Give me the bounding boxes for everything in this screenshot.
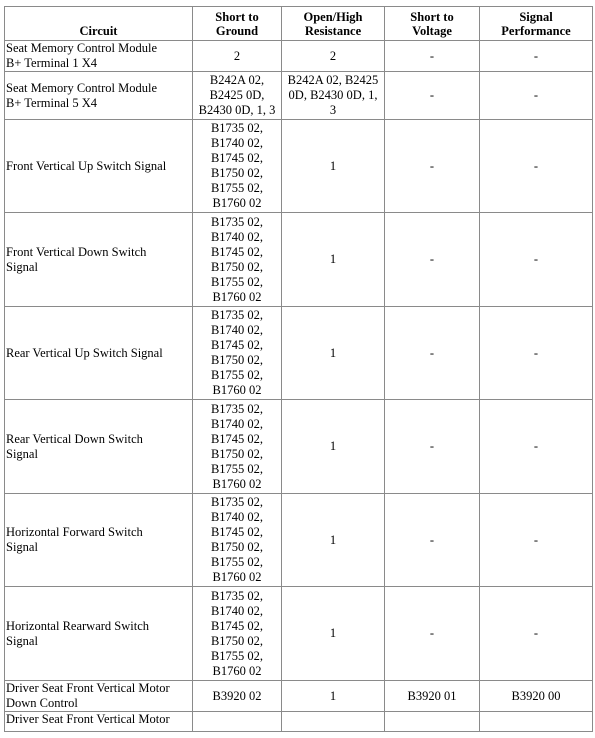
cell-open-high-resistance [282,400,385,494]
header-circuit: Circuit [5,7,193,41]
table-row [5,494,593,587]
cell-line: B242A 02, B2425 [287,73,379,87]
cell-open-high-resistance [282,307,385,400]
cell-circuit [5,712,193,732]
cell-circuit [5,587,193,681]
cell-short-to-ground [193,587,282,681]
cell-line: B1735 02, [210,308,264,322]
cell-open-high-resistance [282,120,385,213]
table-row [5,41,593,72]
cell-value: B3920 00 [511,688,561,703]
table-row [5,681,593,712]
cell-line: B1735 02, [210,588,264,603]
cell-short-to-ground [193,400,282,494]
cell-line: B1755 02, [210,555,264,569]
cell-short-to-voltage [385,494,480,587]
cell-line: Driver Seat Front Vertical Motor [6,712,170,726]
cell-line: Signal [6,540,38,554]
cell-line: B1745 02, [210,244,264,259]
table-body [5,41,593,732]
cell-line: B1740 02, [210,416,264,431]
cell-line: B1750 02, [210,633,264,648]
cell-line: B1745 02, [210,525,264,539]
cell-line: B242A 02, [209,73,265,87]
cell-open-high-resistance [282,213,385,307]
cell-line: B+ Terminal 1 X4 [6,56,98,70]
cell-circuit [5,400,193,494]
cell-line: B1745 02, [210,151,264,165]
cell-circuit [5,681,193,712]
cell-line: B1750 02, [210,259,264,274]
cell-line: B1755 02, [210,368,264,382]
cell-value: - [533,48,539,63]
cell-value: - [429,345,435,360]
cell-line: Horizontal Rearward Switch [6,618,150,633]
cell-short-to-voltage [385,712,480,732]
cell-short-to-ground [193,307,282,400]
cell-short-to-voltage [385,307,480,400]
cell-line: B2430 0D, 1, 3 [198,103,276,117]
document-page [4,6,593,732]
table-row [5,712,593,732]
cell-signal-performance [480,587,593,681]
cell-line: Down Control [6,696,78,710]
cell-open-high-resistance [282,587,385,681]
cell-line: B1740 02, [210,510,264,524]
cell-line: B1735 02, [210,121,264,135]
cell-line: B1740 02, [210,323,264,337]
cell-open-high-resistance [282,712,385,732]
cell-line: B1740 02, [210,229,264,244]
cell-line: B1750 02, [210,446,264,461]
cell-line: 1 [329,252,337,266]
cell-value: - [429,158,435,173]
cell-line: B1760 02 [212,289,262,304]
cell-line: Rear Vertical Up Switch Signal [6,345,163,360]
cell-line: 1 [329,439,337,453]
cell-open-high-resistance [282,494,385,587]
header-row [5,7,593,41]
cell-short-to-voltage [385,400,480,494]
cell-value: - [533,252,539,266]
header-signal-performance: Signal Performance [480,7,593,41]
cell-short-to-voltage [385,587,480,681]
cell-signal-performance [480,72,593,120]
cell-line: Driver Seat Front Vertical Motor [6,681,170,695]
cell-signal-performance [480,120,593,213]
cell-line: Seat Memory Control Module [6,80,158,95]
cell-line: 3 [329,103,337,117]
table-row [5,120,593,213]
cell-value: - [429,439,435,453]
cell-line: 1 [329,532,337,547]
cell-line: Front Vertical Down Switch [6,244,147,259]
table-row [5,72,593,120]
cell-line: B1740 02, [210,603,264,618]
table-row [5,307,593,400]
cell-line: Rear Vertical Down Switch [6,431,143,446]
cell-line: B1760 02 [212,383,262,397]
cell-line: B1745 02, [210,431,264,446]
cell-value: - [429,532,435,547]
header-short-to-ground: Short to Ground [193,7,282,41]
cell-circuit [5,213,193,307]
cell-open-high-resistance [282,681,385,712]
cell-line: 1 [329,688,337,703]
cell-short-to-voltage [385,681,480,712]
cell-circuit [5,41,193,72]
cell-signal-performance [480,213,593,307]
cell-short-to-ground [193,712,282,732]
cell-line: B1750 02, [210,540,264,554]
cell-value: - [533,532,539,547]
cell-line: B3920 02 [212,688,262,703]
cell-short-to-ground [193,213,282,307]
cell-line: B1745 02, [210,618,264,633]
cell-line: B1745 02, [210,338,264,352]
cell-open-high-resistance [282,41,385,72]
cell-value: - [429,48,435,63]
cell-value: - [429,252,435,266]
cell-line: 0D, B2430 0D, 1, [288,88,378,102]
cell-line: 1 [329,158,337,173]
cell-line: Seat Memory Control Module [6,41,158,55]
cell-line: B2425 0D, [209,88,265,102]
cell-line: 2 [233,48,241,63]
cell-line: Horizontal Forward Switch [6,525,143,539]
table-row [5,587,593,681]
cell-short-to-voltage [385,120,480,213]
cell-line: B1735 02, [210,401,264,416]
cell-short-to-ground [193,72,282,120]
cell-value: - [533,345,539,360]
cell-short-to-voltage [385,72,480,120]
cell-value: - [429,88,435,102]
cell-circuit [5,120,193,213]
cell-signal-performance [480,712,593,732]
cell-value: - [429,626,435,640]
cell-line: B1760 02 [212,196,262,210]
cell-short-to-ground [193,120,282,213]
cell-line: 1 [329,345,337,360]
header-short-to-voltage: Short to Voltage [385,7,480,41]
cell-short-to-ground [193,494,282,587]
cell-line: 2 [329,48,337,63]
cell-value: B3920 01 [407,688,457,703]
cell-signal-performance [480,307,593,400]
cell-line: B+ Terminal 5 X4 [6,95,98,110]
cell-line: 1 [329,626,337,640]
cell-line: Signal [6,633,38,648]
cell-line: B1760 02 [212,663,262,678]
cell-value: - [533,88,539,102]
cell-line: B1750 02, [210,353,264,367]
cell-short-to-voltage [385,41,480,72]
cell-line: B1760 02 [212,570,262,584]
table-row [5,213,593,307]
cell-line: B1760 02 [212,476,262,491]
diagnostic-table [4,6,593,732]
cell-line: B1740 02, [210,136,264,150]
cell-signal-performance [480,400,593,494]
cell-signal-performance [480,41,593,72]
cell-value: - [533,439,539,453]
cell-line: Signal [6,259,38,274]
cell-open-high-resistance [282,72,385,120]
cell-circuit [5,72,193,120]
cell-short-to-ground [193,41,282,72]
cell-line: B1755 02, [210,274,264,289]
cell-signal-performance [480,681,593,712]
cell-line: B1755 02, [210,181,264,195]
cell-value: - [533,158,539,173]
cell-value: - [533,626,539,640]
cell-line: B1735 02, [210,214,264,229]
cell-short-to-voltage [385,213,480,307]
cell-line: Signal [6,446,38,461]
cell-signal-performance [480,494,593,587]
cell-line: B1755 02, [210,461,264,476]
cell-circuit [5,494,193,587]
cell-line: B1750 02, [210,166,264,180]
cell-line: B1755 02, [210,648,264,663]
table-row [5,400,593,494]
cell-circuit [5,307,193,400]
header-open-high-resistance: Open/High Resistance [282,7,385,41]
cell-short-to-ground [193,681,282,712]
cell-line: B1735 02, [210,495,264,509]
cell-line: Front Vertical Up Switch Signal [6,158,167,173]
